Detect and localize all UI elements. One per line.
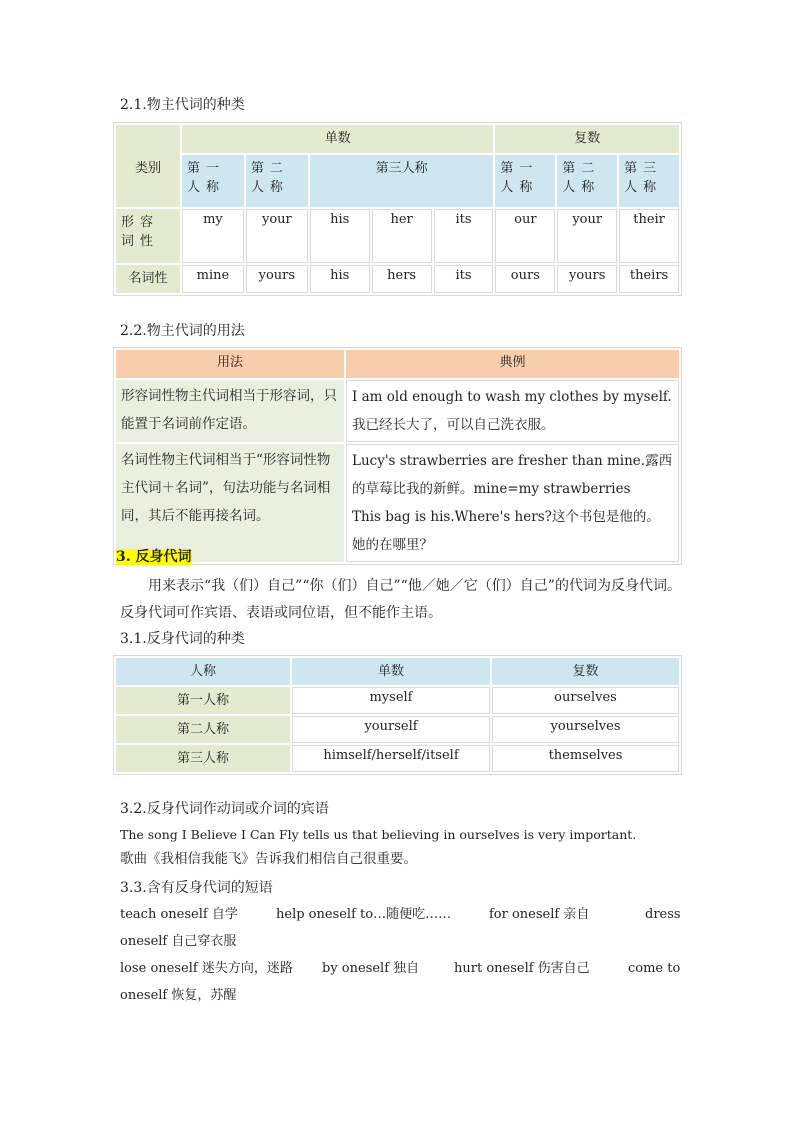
header-plural: 复数 (495, 125, 679, 153)
cell-adj: its (434, 209, 494, 263)
header-singular: 单数 (292, 658, 490, 685)
section-3-heading (116, 548, 192, 566)
possessive-usage-table (113, 347, 682, 565)
cell-noun: his (310, 265, 370, 293)
table-row (116, 745, 679, 772)
phrase-dress: dress (645, 907, 681, 922)
cell-adj: her (372, 209, 432, 263)
section-3-intro: 用来表示“我（们）自己”“你（们）自己”“他／她／它（们）自己”的代词为反身代词。反身代词可作宾语、表语或同位语，但不能作主语。 (120, 578, 681, 621)
cell-adj: your (557, 209, 617, 263)
section-3-1-heading: 3.1.反身代词的种类 (120, 631, 245, 647)
header-example: 典例 (346, 350, 679, 378)
cell-singular: myself (292, 687, 490, 714)
possessive-pronoun-table (113, 122, 682, 296)
cell-plural: ourselves (492, 687, 679, 714)
phrase-dress-oneself: oneself 自己穿衣服 (120, 934, 237, 949)
header-singular: 单数 (182, 125, 493, 153)
header-third-person-plural: 第三人称 (619, 155, 679, 207)
header-category: 类别 (116, 125, 180, 207)
cell-adj: his (310, 209, 370, 263)
section-3-3-heading: 3.3.含有反身代词的短语 (120, 880, 273, 896)
header-person: 人称 (116, 658, 290, 685)
section-3-2-heading: 3.2.反身代词作动词或介词的宾语 (120, 801, 329, 817)
section-2-1-heading: 2.1.物主代词的种类 (120, 97, 245, 113)
example-noun-line-b: This bag is his.Where's hers?这个书包是他的。她的在哪里？ (352, 509, 660, 553)
usage-adjective: 形容词性物主代词相当于形容词，只能置于名词前作定语。 (116, 380, 344, 442)
section-3-heading-text: 3. 反身代词 (116, 549, 192, 565)
phrase-for-oneself: for oneself 亲自 (489, 907, 590, 922)
table-row (116, 687, 679, 714)
header-usage: 用法 (116, 350, 344, 378)
header-second-person-plural: 第二人称 (557, 155, 617, 207)
cell-person: 第二人称 (116, 716, 290, 743)
cell-person: 第一人称 (116, 687, 290, 714)
cell-adj: your (246, 209, 308, 263)
cell-noun: ours (495, 265, 555, 293)
example-adjective: I am old enough to wash my clothes by myself.我已经长大了，可以自己洗衣服。 (346, 380, 679, 442)
phrase-come-to-oneself: oneself 恢复，苏醒 (120, 988, 237, 1003)
section-2-2-heading: 2.2.物主代词的用法 (120, 323, 245, 339)
cell-plural: themselves (492, 745, 679, 772)
row-label-noun: 名词性 (116, 265, 180, 293)
header-second-person: 第二人称 (246, 155, 308, 207)
cell-noun: mine (182, 265, 244, 293)
cell-singular: yourself (292, 716, 490, 743)
cell-noun: hers (372, 265, 432, 293)
example-noun-line-a: Lucy's strawberries are fresher than mine.露西的草莓比我的新鲜。mine=my strawberries (352, 453, 673, 497)
header-plural: 复数 (492, 658, 679, 685)
phrase-help-oneself: help oneself to…随便吃…… (276, 907, 452, 922)
header-third-person: 第三人称 (310, 155, 494, 207)
cell-plural: yourselves (492, 716, 679, 743)
reflexive-pronoun-table (113, 655, 682, 775)
cell-singular: himself/herself/itself (292, 745, 490, 772)
header-first-person-plural: 第一人称 (495, 155, 555, 207)
cell-adj: my (182, 209, 244, 263)
usage-noun: 名词性物主代词相当于“形容词性物主代词＋名词”，句法功能与名词相同，其后不能再接名词。 (116, 444, 344, 562)
phrase-by-oneself: by oneself 独自 (322, 961, 420, 976)
cell-noun: theirs (619, 265, 679, 293)
cell-noun: yours (557, 265, 617, 293)
table-row (116, 716, 679, 743)
row-label-adjective: 形容词性 (116, 209, 180, 263)
phrase-teach-oneself: teach oneself 自学 (120, 907, 238, 922)
section-3-2-example-zh: 歌曲《我相信我能飞》告诉我们相信自己很重要。 (120, 851, 417, 867)
section-3-2-example-en: The song I Believe I Can Fly tells us that believing in ourselves is very important. (120, 827, 637, 842)
cell-noun: yours (246, 265, 308, 293)
cell-adj: their (619, 209, 679, 263)
phrase-come-to: come to (628, 961, 681, 976)
phrase-lose-oneself: lose oneself 迷失方向，迷路 (120, 961, 293, 976)
phrase-hurt-oneself: hurt oneself 伤害自己 (454, 961, 590, 976)
cell-adj: our (495, 209, 555, 263)
example-noun (346, 444, 679, 562)
header-first-person: 第一人称 (182, 155, 244, 207)
cell-noun: its (434, 265, 494, 293)
cell-person: 第三人称 (116, 745, 290, 772)
